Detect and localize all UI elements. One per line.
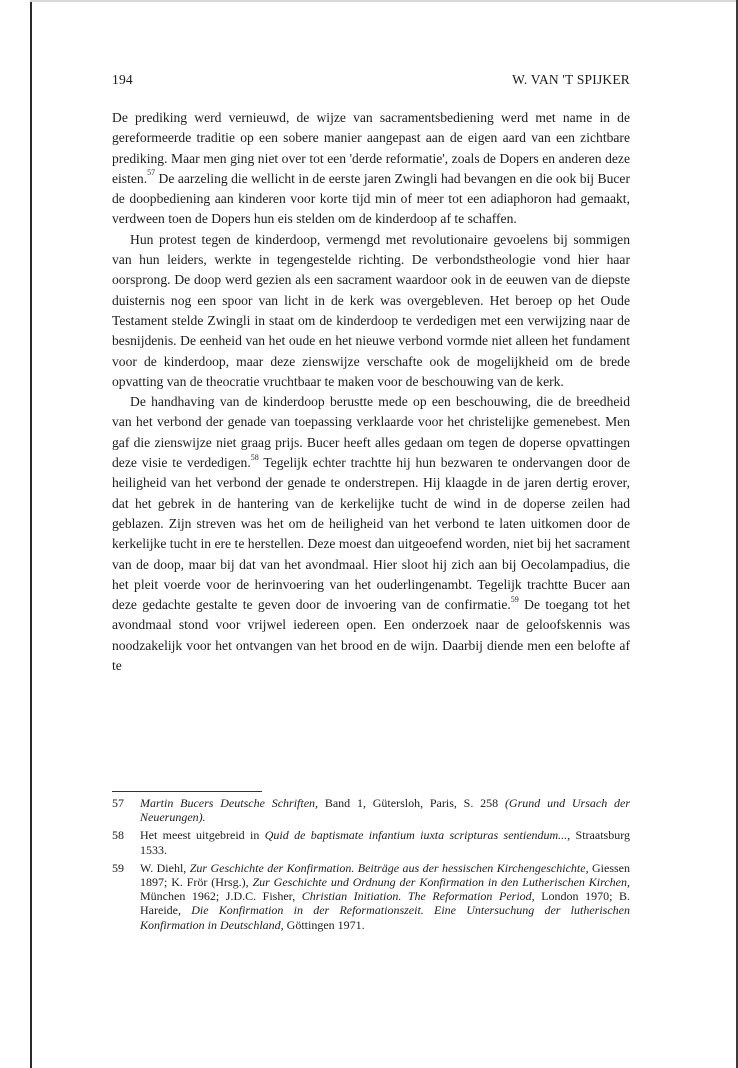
footnote-59 — [112, 861, 630, 932]
footnote-text: Het meest uitgebreid in — [140, 828, 265, 843]
paragraph-1-text-a: De prediking werd vernieuwd, de wijze van sacramentsbediening werd met name in de gereformeerde traditie op een sobere manier aangepast aan de eigen aard van een zichtbare prediking. Maar men ging niet over tot een 'derde reformatie', zoals de Dopers en anderen deze eisten. — [112, 110, 630, 186]
page-edge-top — [30, 0, 738, 2]
paragraph-3 — [112, 392, 630, 676]
footnote-text: München 1962; J.D.C. Fisher, — [140, 889, 302, 904]
paragraph-1 — [112, 108, 630, 230]
footnote-text: Göttingen 1971. — [283, 917, 365, 932]
footnote-57 — [112, 796, 630, 824]
footnote-text: Giessen 1897; K. Frör (Hrsg.), — [140, 860, 630, 890]
footnote-number: 57 — [112, 796, 124, 810]
paragraph-3-text-b: Tegelijk echter trachtte hij hun bezwaren te ondervangen door de heiligheid van het verbond der genade te onderstrepen. Hij klaagde in de jaren dertig erover, dat het gebrek in de hantering van de kerkelijke tucht de wind in de doperse zeilen had geblazen. Zijn streven was het om de heiligheid van het verbond te laten uitkomen door de kerkelijke tucht in ere te herstellen. Deze moest dan uitgeoefend worden, niet bij het sacrament van de doop, maar bij dat van het avondmaal. Hier sloot hij zich aan bij Oecolampadius, die het pleit voerde voor de herinvoering van het ouderlingenambt. Tegelijk trachtte Bucer aan deze gedachte gestalte te geven door de invoering van de confirmatie. — [112, 455, 630, 613]
footnote-ref-58[interactable]: 58 — [250, 452, 259, 462]
footnote-text: Martin Bucers Deutsche Schriften, — [140, 796, 319, 810]
footnote-58 — [112, 828, 630, 856]
page-number: 194 — [112, 72, 133, 87]
footnote-text: Band 1, Gütersloh, Paris, S. 258 — [318, 796, 505, 810]
footnote-text: Christian Initiation. The Reformation Period, — [301, 889, 535, 904]
running-head: W. VAN 'T SPIJKER — [512, 72, 630, 87]
footnote-text: Straatsburg 1533. — [140, 828, 630, 857]
footnote-separator — [112, 791, 262, 792]
footnote-number: 59 — [112, 860, 124, 875]
paragraph-1-text-b: De aarzeling die wellicht in de eerste jaren Zwingli had bevangen en die ook bij Bucer de doopbediening aan kinderen voor korte tijd min of meer tot een adiaphoron had gemaakt, verdween toen de Dopers hun eis stelden om de kinderdoop af te schaffen. — [112, 170, 630, 227]
footnote-text: Zur Geschichte der Konfirmation. Beiträge aus der hessischen Kirchengeschichte, — [189, 860, 589, 875]
footnote-text: Die Konfirmation in der Reformationszeit. Eine Untersuchung der lutherischen Konfirmation in Deutschland, — [140, 903, 630, 932]
body-text — [112, 108, 630, 676]
footnote-ref-57[interactable]: 57 — [147, 168, 156, 178]
footnote-text: (Grund und Ursach der Neuerungen). — [140, 796, 630, 825]
footnotes — [112, 796, 630, 936]
page-header — [112, 72, 630, 90]
paragraph-3-text-a: De handhaving van de kinderdoop berustte mede op een beschouwing, die de breedheid van het verbond der genade van toepassing verklaarde voor het christelijke gemenebest. Men gaf die zienswijze niet graag prijs. Bucer heeft alles gedaan om tegen de doperse opvattingen deze visie te verdedigen. — [112, 394, 630, 471]
paragraph-2: Hun protest tegen de kinderdoop, vermengd met revolutionaire gevoelens bij sommigen van hun leiders, werkte in tegengestelde richting. De verbondstheologie vond hier haar oorsprong. De doop werd gezien als een sacrament waardoor ook in de eeuwen van de diepste duisternis nog een spoor van licht in de kerk was overgebleven. Het beroep op het Oude Testament stelde Zwingli in staat om de kinderdoop te verdedigen met een verwijzing naar de besnijdenis. De eenheid van het oude en het nieuwe verbond vormde niet alleen het fundament voor de kinderdoop, maar deze zienswijze verschafte ook de mogelijkheid om de brede opvatting van de theocratie vruchtbaar te maken voor de beschouwing van de kerk. — [112, 231, 630, 389]
footnote-text: W. Diehl, — [140, 860, 190, 875]
footnote-ref-59[interactable]: 59 — [510, 594, 519, 604]
paragraph-3-text-c: De toegang tot het avondmaal stond voor vrijwel iedereen open. Een onderzoek naar de geloofskennis was noodzakelijk voor het ontvangen van het brood en de wijn. Daarbij diende men een belofte af te — [112, 597, 630, 674]
page-edge-left — [30, 0, 32, 1068]
footnote-number: 58 — [112, 828, 124, 843]
footnote-text: London 1970; B. Hareide, — [140, 889, 630, 918]
footnote-text: Zur Geschichte und Ordnung der Konfirmation in den Lutherischen Kirchen, — [252, 875, 630, 890]
footnote-text: Quid de baptismate infantium iuxta scripturas sentiendum..., — [264, 828, 571, 843]
